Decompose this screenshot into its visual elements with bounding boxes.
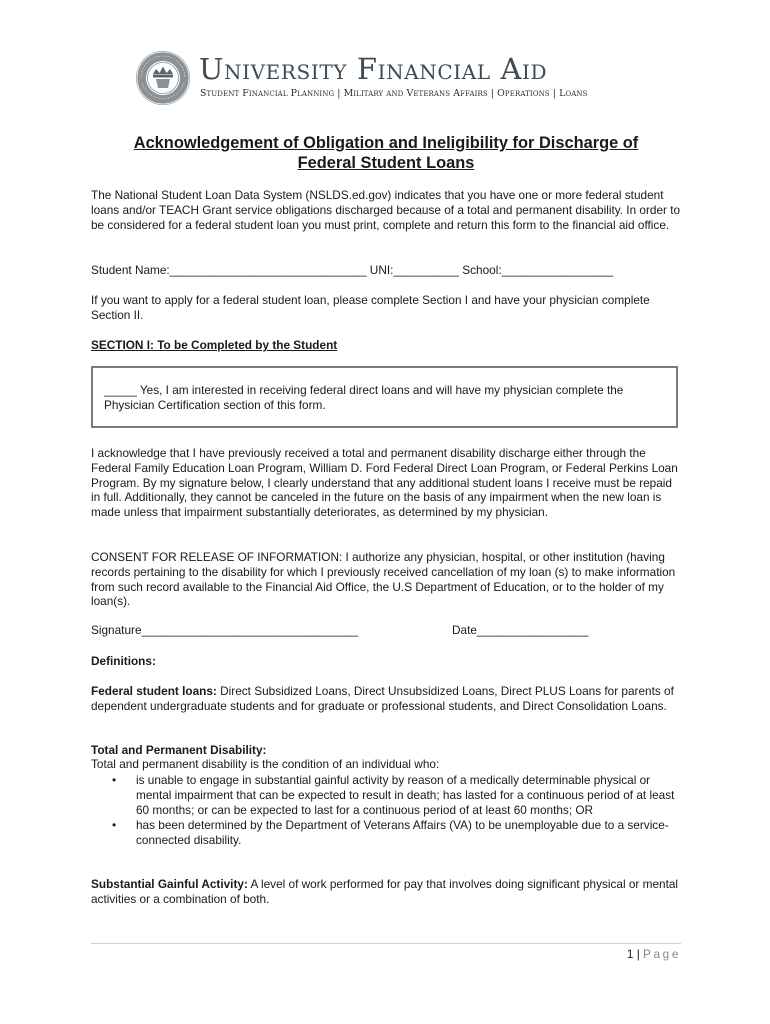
university-seal-icon [135, 50, 191, 106]
office-departments: Student Financial Planning | Military and Veterans Affairs | Operations | Loans [200, 88, 588, 99]
footer-divider [91, 943, 681, 944]
interest-statement: _____ Yes, I am interested in receiving federal direct loans and will have my physician complete the Physician Certification section of this form. [104, 383, 624, 413]
office-name: University Financial Aid [199, 52, 548, 86]
definition-tpd-heading: Total and Permanent Disability: [91, 743, 267, 757]
signature-line: Signature_________________________________ [91, 623, 359, 637]
definition-term: Substantial Gainful Activity: [91, 877, 248, 891]
student-info-fields: Student Name:______________________________ UNI:__________ School:_________________ [91, 263, 614, 277]
list-item [91, 818, 681, 848]
bullet-icon: • [112, 773, 117, 787]
definition-substantial-gainful-activity [91, 877, 681, 907]
page-label: Page [643, 947, 681, 961]
list-item-text: is unable to engage in substantial gainful activity by reason of a medically determinable physical or mental impairment that can be expected to result in death; has lasted for a continuous period of at least 60 months; or can be expected to last for a continuous period of at least 60 months; OR [136, 773, 675, 817]
page-number: 1 [626, 947, 634, 961]
apply-instructions: If you want to apply for a federal student loan, please complete Section I and have your physician complete Section II. [91, 293, 650, 322]
page-footer [627, 947, 681, 961]
definition-text: A level of work performed for pay that involves doing significant physical or mental activities or a combination of both. [91, 877, 679, 906]
signature-row [91, 623, 681, 638]
definitions-heading: Definitions: [91, 654, 156, 668]
definition-text: Direct Subsidized Loans, Direct Unsubsidized Loans, Direct PLUS Loans for parents of dependent undergraduate students and for graduate or professional students, and Direct Consolidation Loans. [91, 684, 674, 713]
tpd-criteria-list [91, 773, 681, 848]
list-item [91, 773, 681, 817]
definition-tpd-text: Total and permanent disability is the condition of an individual who: [91, 757, 440, 771]
date-line: Date_________________ [452, 623, 589, 637]
acknowledgement-paragraph: I acknowledge that I have previously received a total and permanent disability discharge either through the Federal Family Education Loan Program, William D. Ford Federal Direct Loan Program, or Federal Perkins Loan Program. By my signature below, I clearly understand that any additional student loans I receive must be repaid in full. Additionally, they cannot be canceled in the future on the basis of any impairment when the new loan is made unless that impairment substantially deteriorates, as determined by my physician. [91, 446, 678, 520]
page-separator: | [633, 947, 644, 961]
intro-paragraph: The National Student Loan Data System (NSLDS.ed.gov) indicates that you have one or more federal student loans and/or TEACH Grant service obligations discharged because of a total and permanent disability. In order to be considered for a federal student loan you must print, complete and return this form to the financial aid office. [91, 188, 681, 232]
letterhead [135, 50, 635, 110]
consent-paragraph: CONSENT FOR RELEASE OF INFORMATION: I authorize any physician, hospital, or other institution (having records pertaining to the disability for which I previously received cancellation of my loan (s) to make information from such record available to the Financial Aid Office, the U.S Department of Education, or to the holder of my loan(s). [91, 550, 676, 609]
definition-federal-student-loans [91, 684, 681, 714]
document-title-line-2: Federal Student Loans [297, 154, 475, 172]
section-1-heading: SECTION I: To be Completed by the Student [91, 338, 338, 352]
definition-term: Federal student loans: [91, 684, 217, 698]
list-item-text: has been determined by the Department of Veterans Affairs (VA) to be unemployable due to a service-connected disability. [136, 818, 669, 848]
interest-checkbox-box [91, 366, 678, 428]
bullet-icon: • [112, 818, 117, 833]
document-title-line-1: Acknowledgement of Obligation and Ineligibility for Discharge of [133, 134, 639, 152]
document-title [91, 133, 681, 173]
